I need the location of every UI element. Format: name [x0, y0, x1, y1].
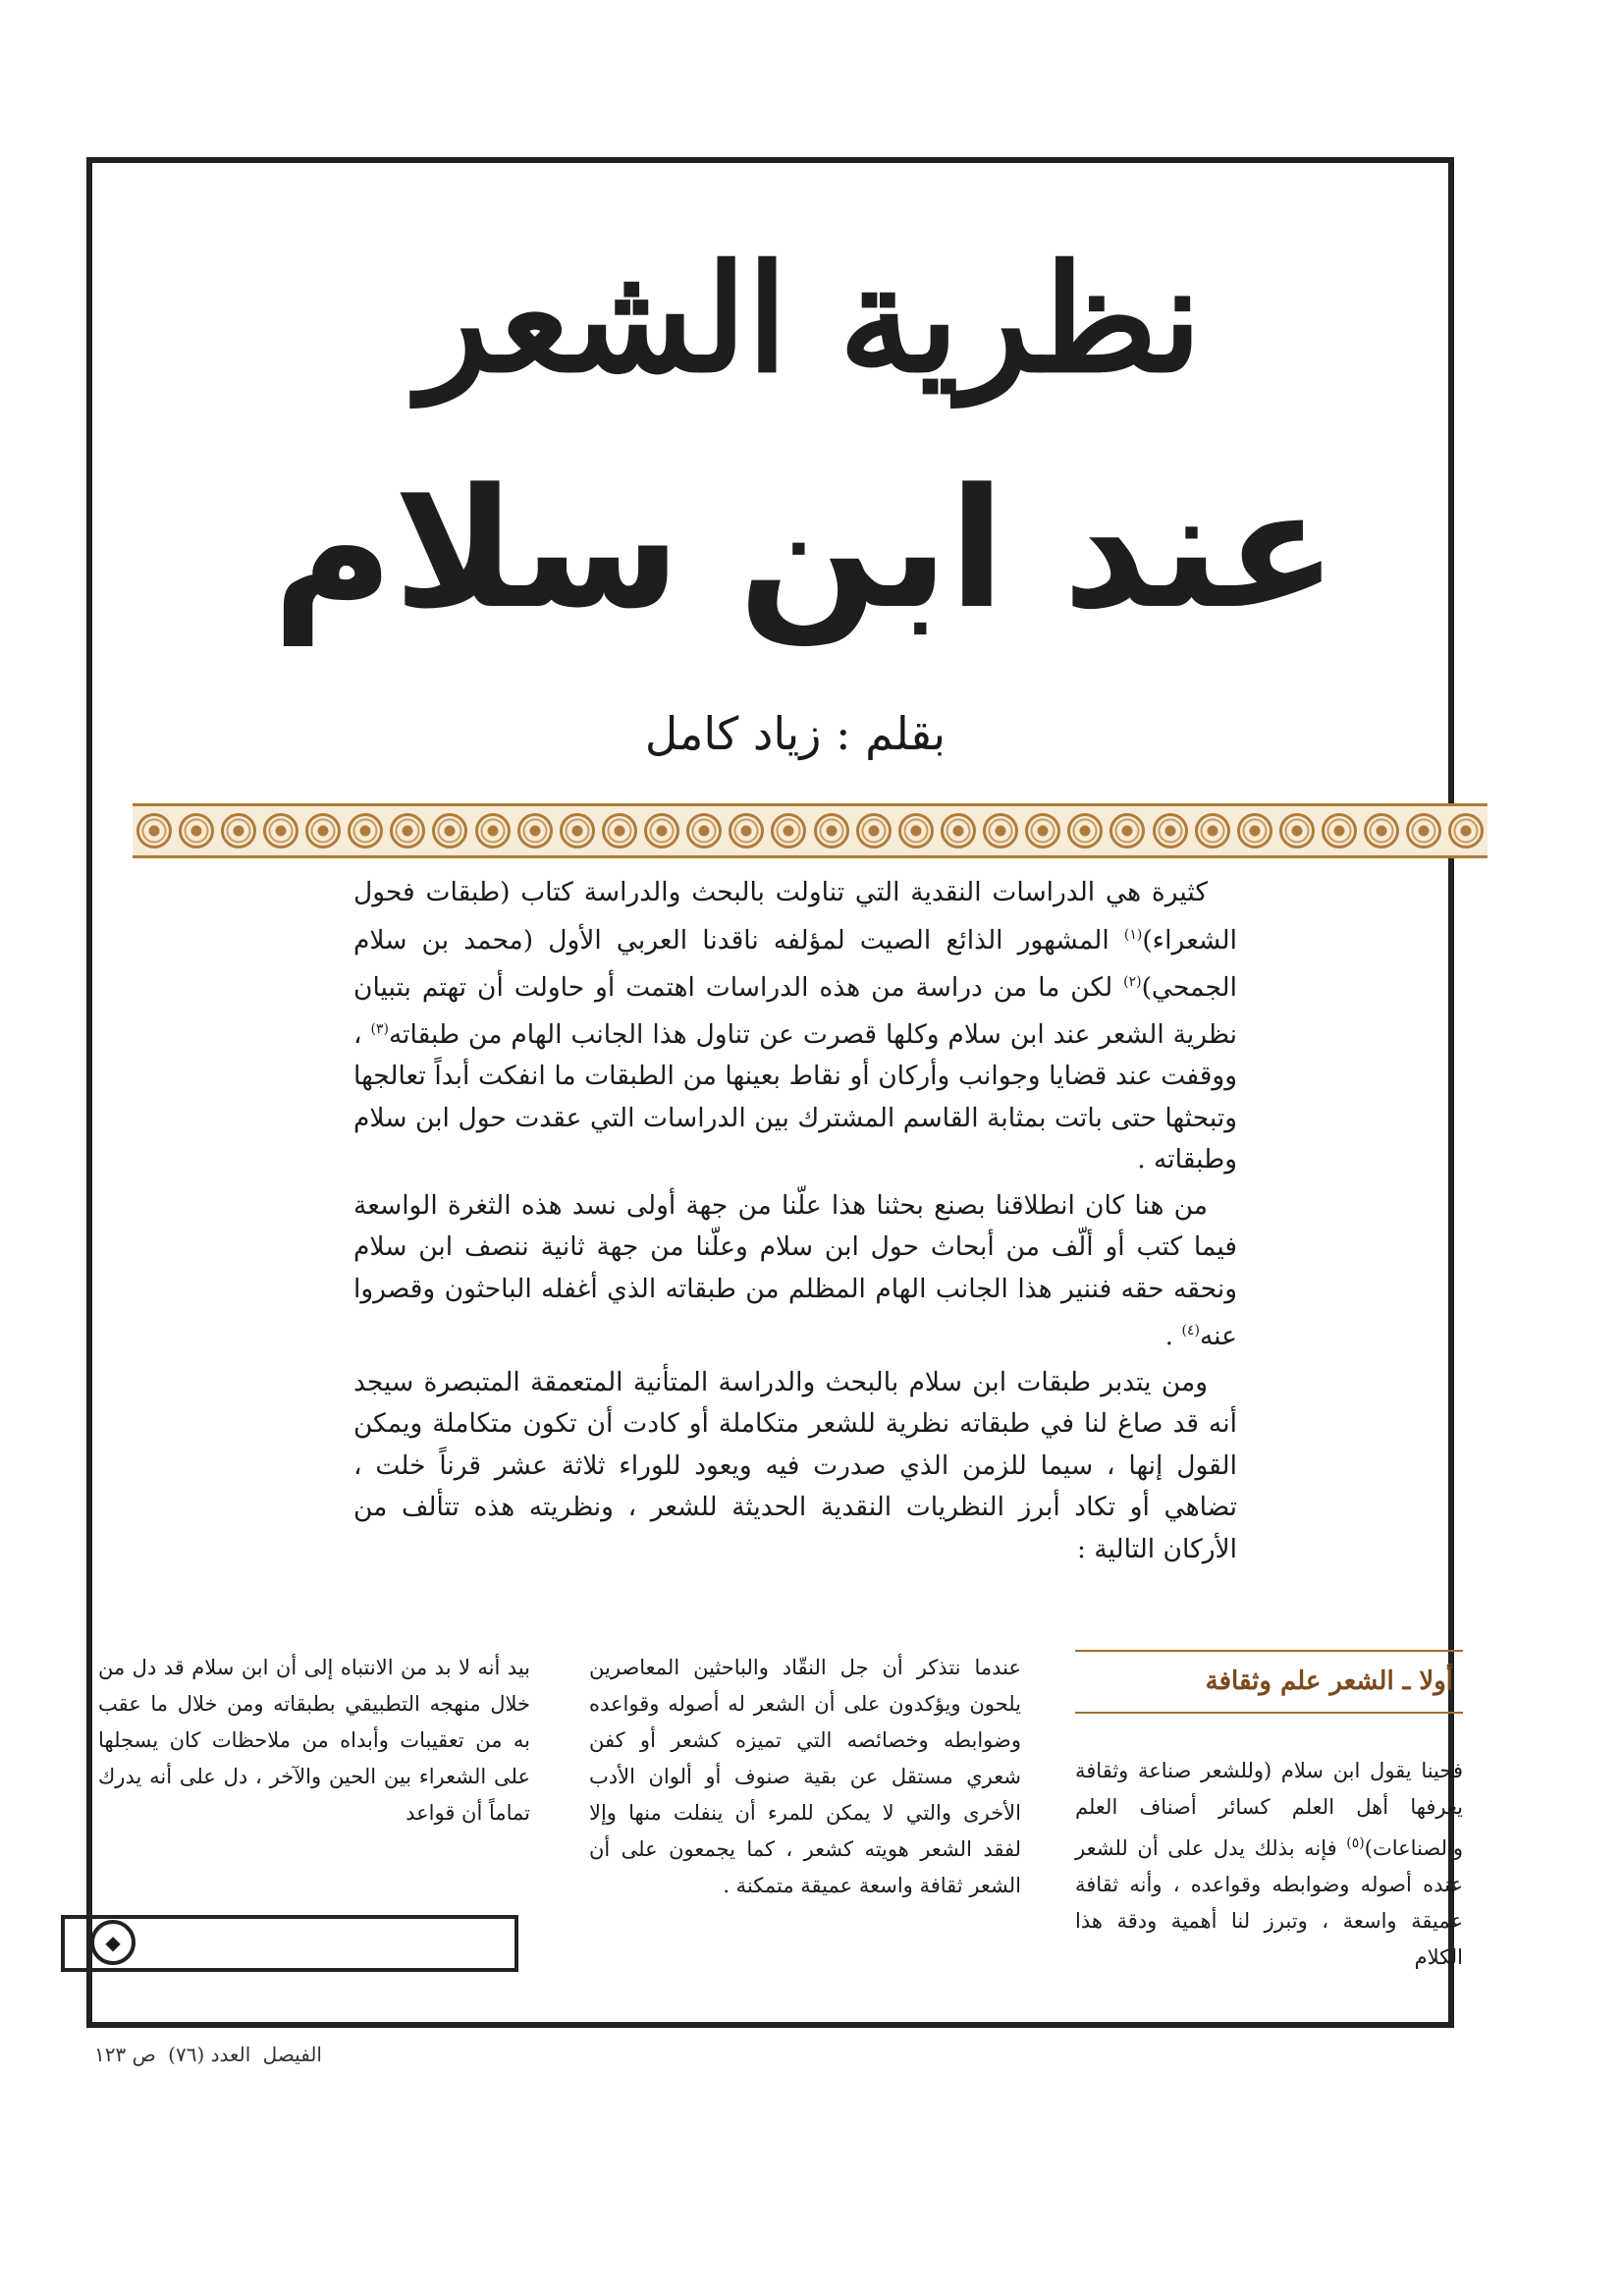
column-right [1075, 1650, 1463, 1976]
column-left-text: بيد أنه لا بد من الانتباه إلى أن ابن سلام قد دل من خلال منهجه التطبيقي بطبقاته ومن خلال ما عقب به من تعقيبات وأبداه من ملاحظات كان يسجلها على الشعراء بين الحين والآخر ، دل على أنه يدرك تماماً أن قواعد [98, 1656, 530, 1825]
article-title-line2 [128, 453, 1483, 645]
footer-issue: العدد (٧٦) [168, 2043, 251, 2066]
column-middle-text: عندما نتذكر أن جل النقّاد والباحثين المعاصرين يلحون ويؤكدون على أن الشعر له أصوله وقواعده وضوابطه وخصائصه التي تميزه كشعر أو كفن شعري مستقل عن بقية صنوف أو ألوان الأدب الأخرى والتي لا يمكن للمرء أن ينفلت منها وإلا لفقد الشعر هويته كشعر ، كما يجمعون على أن الشعر ثقافة واسعة عميقة متمكنة . [589, 1656, 1021, 1897]
intro-paragraph-1: كثيرة هي الدراسات النقدية التي تناولت بالبحث والدراسة كتاب (طبقات فحول الشعراء)$^{(١)}$ المشهور الذائع الصيت لمؤلفه ناقدنا العربي الأول (محمد بن سلام الجمحي)$^{(٢)}$ لكن ما من دراسة من هذه الدراسات اهتمت أو حاولت أن تهتم بتبيان نظرية الشعر عند ابن سلام وكلها قصرت عن تناول هذا الجانب الهام من طبقاته$^{(٣)}$ ، ووقفت عند قضايا وجوانب وأركان أو نقاط بعينها من الطبقات ما انفكت أبداً تعالجها وتبحثها حتى باتت بمثابة القاسم المشترك بين الدراسات التي عقدت حول ابن سلام وطبقاته . [353, 877, 1237, 1175]
section-heading-box [1075, 1650, 1463, 1714]
column-middle [589, 1650, 1021, 1904]
author-byline: بقلم : زياد كامل [644, 707, 947, 760]
page-footer [88, 2043, 322, 2066]
page-marker-icon: ◆ [90, 1920, 135, 1965]
footer-page: ص ١٢٣ [94, 2043, 156, 2066]
intro-paragraph-2: من هنا كان انطلاقنا بصنع بحثنا هذا علّنا من جهة أولى نسد هذه الثغرة الواسعة فيما كتب أو ألّف من أبحاث حول ابن سلام وعلّنا من جهة ثانية ننصف ابن سلام ونحقه حقه فننير هذا الجانب الهام المظلم من طبقاته الذي أغفله الباحثون وقصروا عنه$^{(٤)}$ . [353, 1189, 1237, 1352]
intro-text [353, 872, 1237, 1574]
intro-paragraph-3: ومن يتدبر طبقات ابن سلام بالبحث والدراسة المتأنية المتعمقة المتبصرة سيجد أنه قد صاغ لنا في طبقاته نظرية للشعر متكاملة أو كادت أن تكون متكاملة ويمكن القول إنها ، سيما للزمن الذي صدرت فيه ويعود للوراء ثلاثة عشر قرناً خلت ، تضاهي أو تكاد أبرز النظريات النقدية الحديثة للشعر ، ونظريته هذه تتألف من الأركان التالية : [353, 1366, 1237, 1564]
column-left [98, 1650, 530, 1831]
decorative-ornament-band [133, 803, 1488, 858]
article-title-line2-text: عند ابن سلام [272, 453, 1338, 645]
footer-magazine: الفيصل [262, 2043, 322, 2066]
article-title-line1: نظرية الشعر [417, 233, 1203, 406]
column-right-text: فحينا يقول ابن سلام (وللشعر صناعة وثقافة يعرفها أهل العلم كسائر أصناف العلم والصناعات)$^{(٥)}$ فإنه بذلك يدل على أن للشعر عنده أصوله وضوابطه وقواعده ، وأنه ثقافة عميقة واسعة ، وتبرز لنا أهمية ودقة هذا الكلام [1075, 1759, 1463, 1969]
section-title: أولا ـ الشعر علم وثقافة [1205, 1667, 1453, 1696]
